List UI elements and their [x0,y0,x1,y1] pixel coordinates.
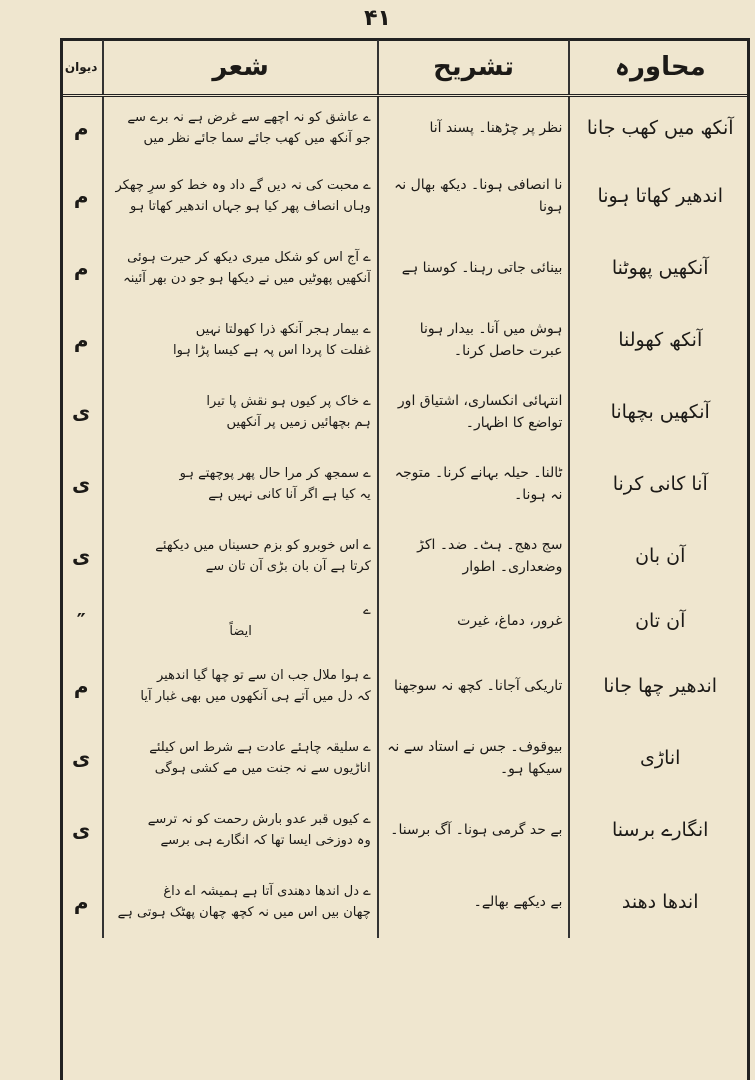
verse-cell [103,304,377,376]
verse-line-2: ایضاً [229,623,252,639]
divan-cell: م [73,255,89,280]
table-header-row [60,40,750,96]
idiom-cell: آن بان [569,520,750,592]
divan-cell: ی [72,543,91,568]
verse-cell [103,866,377,938]
verse-cell [103,520,377,592]
verse-cell [103,722,377,794]
meaning-cell: سج دھج۔ ہٹ۔ ضد۔ اکڑ وضعداری۔ اطوار [378,520,570,592]
table-row [60,376,750,448]
verse-line-2: وہاں انصاف پھر کیا ہو جہاں اندھیر کھاتا ہو [129,198,371,214]
meaning-cell: ٹالنا۔ حیلہ بہانے کرنا۔ متوجہ نہ ہونا۔ [378,448,570,520]
header-idiom: محاورہ [569,40,750,96]
table-row [60,722,750,794]
idiom-cell: آنکھ میں کھب جانا [569,96,750,160]
meaning-cell: بینائی جاتی رہنا۔ کوسنا ہے [378,232,570,304]
table-row [60,304,750,376]
divan-cell: ی [72,399,91,424]
verse-line-1: ے [363,602,371,618]
verse-cell [103,448,377,520]
idiom-table [60,40,750,938]
table-row [60,232,750,304]
table-row [60,592,750,650]
verse-line-2: جو آنکھ میں کھب جائے سما جائے نظر میں [143,131,371,147]
table-row [60,650,750,722]
header-verse: شعر [103,40,377,96]
header-divan: دیوان [60,40,103,96]
verse-line-1: ے سلیقہ چاہئے عادت ہے شرط اس کیلئے [149,739,371,755]
divan-cell: ″ [76,608,86,633]
verse-line-1: ے خاک پر کیوں ہو نقش پا تیرا [206,393,371,409]
table-row [60,794,750,866]
idiom-cell: آنکھیں بچھانا [569,376,750,448]
verse-cell [103,96,377,160]
verse-line-2: یہ کیا ہے اگر آنا کانی نہیں ہے [208,486,371,502]
table-row [60,866,750,938]
divan-cell: م [73,889,89,914]
verse-line-1: ے اس خوبرو کو بزم حسیناں میں دیکھئے [155,537,371,553]
meaning-cell: نظر پر چڑھنا۔ پسند آنا [378,96,570,160]
header-meaning: تشریح [378,40,570,96]
idiom-cell: اندھیر چھا جانا [569,650,750,722]
verse-line-2: کرتا ہے آن بان بڑی آن تان سے [205,558,371,574]
table-row [60,96,750,160]
verse-cell [103,650,377,722]
verse-line-2: کہ دل میں آتے ہی آنکھوں میں بھی غبار آیا [140,688,371,704]
divan-cell: م [73,327,89,352]
idiom-cell: اندھیر کھاتا ہونا [569,160,750,232]
verse-line-2: اناڑیوں سے نہ جنت میں مے کشی ہوگی [154,760,371,776]
meaning-cell: بے دیکھے بھالے۔ [378,866,570,938]
verse-line-2: ہم بچھائیں زمیں پر آنکھیں [226,414,371,430]
divan-cell: م [73,183,89,208]
meaning-cell: انتہائی انکساری، اشتیاق اور تواضع کا اظہار۔ [378,376,570,448]
idiom-cell: آنکھ کھولنا [569,304,750,376]
verse-line-2: وہ دوزخی ایسا تھا کہ انگارے ہی برسے [160,832,371,848]
verse-line-1: ے سمجھ کر مرا حال پھر پوچھتے ہو [179,465,371,481]
verse-cell [103,160,377,232]
verse-line-2: غفلت کا پردا اس پہ ہے کیسا پڑا ہوا [172,342,371,358]
verse-line-1: ے بیمار ہجر آنکھ ذرا کھولتا نہیں [195,321,371,337]
divan-cell: م [73,673,89,698]
meaning-cell: نا انصافی ہونا۔ دیکھ بھال نہ ہونا [378,160,570,232]
meaning-cell: بے حد گرمی ہونا۔ آگ برسنا۔ [378,794,570,866]
verse-cell [103,376,377,448]
verse-cell [103,232,377,304]
verse-line-1: ے محبت کی نہ دیں گے داد وہ خط کو سرِ چھکر [115,177,371,193]
verse-line-1: ے ہوا ملال جب ان سے تو چھا گیا اندھیر [156,667,371,683]
verse-line-1: ے آج اس کو شکل میری دیکھ کر حیرت ہوئی [127,249,371,265]
idiom-cell: اناڑی [569,722,750,794]
table-row [60,520,750,592]
idiom-cell: انگارے برسنا [569,794,750,866]
verse-line-2: آنکھیں پھوٹیں میں نے دیکھا ہو جو دن بھر آئینہ [123,270,371,286]
meaning-cell: ہوش میں آنا۔ بیدار ہونا عبرت حاصل کرنا۔ [378,304,570,376]
idiom-cell: اندھا دھند [569,866,750,938]
meaning-cell: تاریکی آجانا۔ کچھ نہ سوجھنا [378,650,570,722]
verse-cell [103,592,377,650]
verse-line-1: ے کیوں قبر عدو بارش رحمت کو نہ ترسے [147,811,371,827]
page-number: ۴۱ [364,6,391,31]
meaning-cell: غرور، دماغ، غیرت [378,592,570,650]
idiom-cell: آنکھیں پھوٹنا [569,232,750,304]
meaning-cell: بیوقوف۔ جس نے استاد سے نہ سیکھا ہو۔ [378,722,570,794]
verse-line-1: ے عاشق کو نہ اچھے سے غرض ہے نہ برے سے [127,110,371,126]
table-row [60,448,750,520]
verse-cell [103,794,377,866]
table-row [60,160,750,232]
idiom-cell: آن تان [569,592,750,650]
divan-cell: ی [72,471,91,496]
divan-cell: ی [72,817,91,842]
divan-cell: م [73,116,89,141]
divan-cell: ی [72,745,91,770]
verse-line-1: ے دل اندھا دھندی آتا ہے ہمیشہ اے داغ [163,883,371,899]
idiom-cell: آنا کانی کرنا [569,448,750,520]
verse-line-2: چھان بیں اس میں نہ کچھ چھان پھٹک ہوتی ہے [117,904,371,920]
